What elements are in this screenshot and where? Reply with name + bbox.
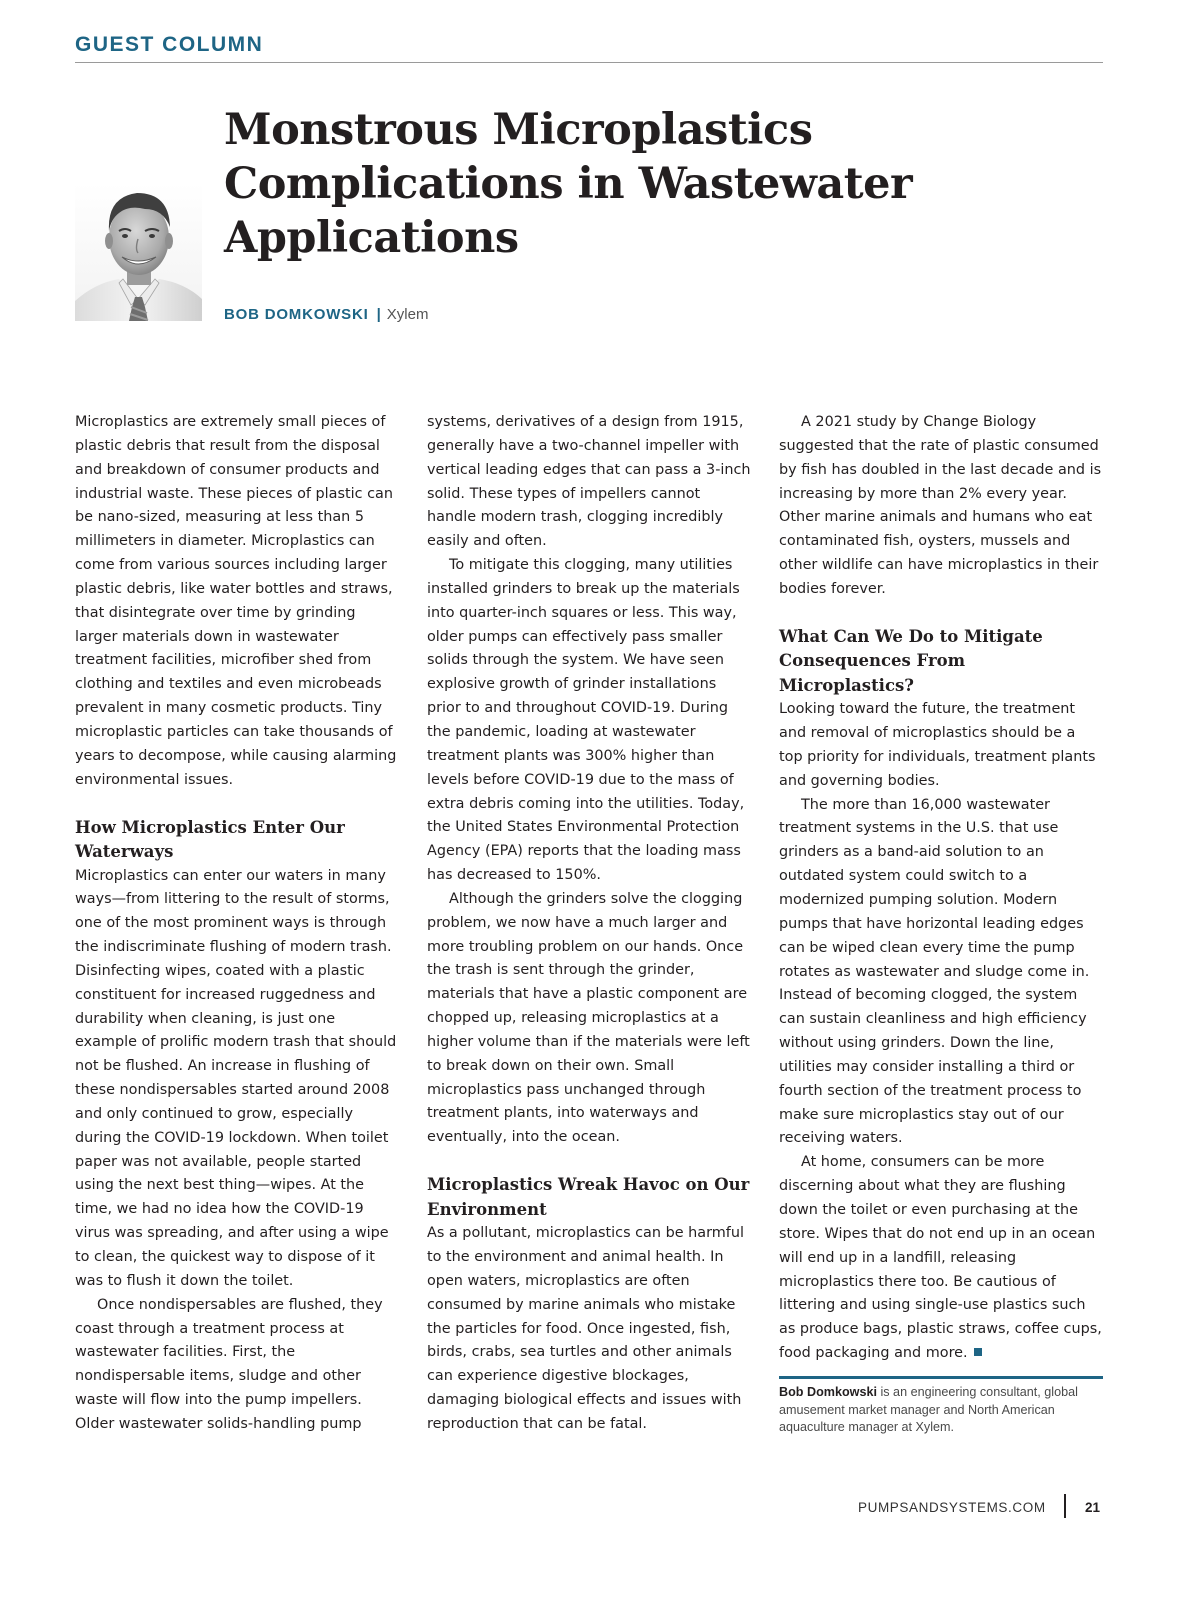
subheading: How Microplastics Enter Our Waterways xyxy=(75,817,345,861)
paragraph-text: At home, consumers can be more discerning about what they are flushing down the toilet or even purchasing at the store. Wipes that do not end up in an ocean will end up in a landfill, releasing microplastics there too. Be cautious of littering and using single-use plastics such as produce bags, plastic straws, coffee cups, food packaging and more. xyxy=(779,1154,1102,1362)
paragraph: systems, derivatives of a design from 1915, generally have a two-channel impeller with vertical leading edges that can pass a 3-inch solid. These types of impellers cannot handle modern trash, clogging incredibly easily and often. xyxy=(427,414,751,550)
footer-divider xyxy=(1064,1494,1066,1518)
author-photo xyxy=(75,183,202,321)
paragraph: Although the grinders solve the clogging problem, we now have a much larger and more troubling problem on our hands. Once the trash is sent through the grinder, materials that have a plastic component are chopped up, releasing microplastics at a higher volume than if the materials were left to break down on their own. Small microplastics pass unchanged through treatment plants, into waterways and eventually, into the ocean. xyxy=(427,890,750,1146)
paragraph: As a pollutant, microplastics can be harmful to the environment and animal health. In open waters, microplastics are often consumed by marine animals who mistake the particles for food. Once ingested, fish, birds, crabs, sea turtles and other animals can experience digestive blockages, damaging biological effects and issues with reproduction that can be fatal. xyxy=(427,1225,744,1432)
page-number: 21 xyxy=(1085,1500,1101,1515)
paragraph: A 2021 study by Change Biology suggested that the rate of plastic consumed by fish has doubled in the last decade and is increasing by more than 2% every year. Other marine animals and humans who eat contaminated fish, oysters, mussels and other wildlife can have microplastics in their bodies forever. xyxy=(779,414,1102,597)
top-divider xyxy=(75,62,1103,63)
bio-divider xyxy=(779,1376,1103,1379)
paragraph: Microplastics are extremely small pieces of plastic debris that result from the disposal and breakdown of consumer products and industrial waste. These pieces of plastic can be nano-sized, measuring at less than 5 millimeters in diameter. Microplastics can come from various sources including larger plastic debris, like water bottles and straws, that disintegrate over time by grinding larger materials down in wastewater treatment facilities, microfiber shed from clothing and textiles and even microbeads prevalent in many cosmetic products. Tiny microplastic particles can take thousands of years to decompose, while causing alarming environmental issues. xyxy=(75,414,397,788)
footer-website: PUMPSANDSYSTEMS.COM xyxy=(858,1500,1046,1515)
byline-separator: | xyxy=(376,306,381,323)
paragraph: To mitigate this clogging, many utilities installed grinders to break up the materials into quarter-inch squares or less. This way, older pumps can effectively pass smaller solids through the system. We have seen explosive growth of grinder installations prior to and throughout COVID-19. During the pandemic, loading at wastewater treatment plants was 300% higher than levels before COVID-19 due to the mass of extra debris coming into the utilities. Today, the United States Environmental Protection Agency (EPA) reports that the loading mass has decreased to 150%. xyxy=(427,557,745,884)
paragraph: Microplastics can enter our waters in many ways—from littering to the result of storms, one of the most prominent ways is through the indiscriminate flushing of modern trash. Disinfecting wipes, coated with a plastic constituent for increased ruggedness and durability when cleaning, is just one example of prolific modern trash that should not be flushed. An increase in flushing of these nondispersables started around 2008 and only continued to grow, especially during the COVID-19 lockdown. When toilet paper was not available, people started using the next best thing—wipes. At the time, we had no idea how the COVID-19 virus was spreading, and after using a wipe to clean, the quickest way to dispose of it was to flush it down the toilet. xyxy=(75,867,397,1289)
paragraph: Once nondispersables are flushed, they coast through a treatment process at wastewater facilities. First, the nondispersable items, sludge and other waste will flow into the pump impellers. Older wastewater solids-handling pump xyxy=(75,1296,383,1432)
subheading: What Can We Do to Mitigate Consequences From Microplastics? xyxy=(779,626,1043,695)
author-name: BOB DOMKOWSKI xyxy=(224,306,369,323)
paragraph: The more than 16,000 wastewater treatment systems in the U.S. that use grinders as a band-aid solution to an outdated system could switch to a modernized pumping solution. Modern pumps that have horizontal leading edges can be wiped clean every time the pump rotates as wastewater and sludge come in. Instead of becoming clogged, the system can sustain cleanliness and high efficiency without using grinders. Down the line, utilities may consider installing a third or fourth section of the treatment process to make sure microplastics stay out of our receiving waters. xyxy=(779,796,1090,1147)
byline xyxy=(224,306,428,323)
column-2 xyxy=(427,411,751,1437)
final-paragraph xyxy=(779,1151,1103,1366)
author-organization: Xylem xyxy=(386,306,429,323)
end-mark-icon xyxy=(974,1348,982,1356)
bio-name: Bob Domkowski xyxy=(779,1385,877,1399)
section-label: GUEST COLUMN xyxy=(75,33,264,56)
paragraph: Looking toward the future, the treatment and removal of microplastics should be a top priority for individuals, treatment plants and governing bodies. xyxy=(779,701,1096,789)
column-3 xyxy=(779,411,1103,1366)
subheading: Microplastics Wreak Havoc on Our Environment xyxy=(427,1175,750,1219)
column-1 xyxy=(75,411,399,1437)
bio-text: is an engineering consultant, global amusement market manager and North American aquaculture manager at Xylem. xyxy=(779,1385,1078,1434)
article-title: Monstrous Microplastics Complications in Wastewater Applications xyxy=(224,105,913,263)
author-bio xyxy=(779,1384,1079,1437)
